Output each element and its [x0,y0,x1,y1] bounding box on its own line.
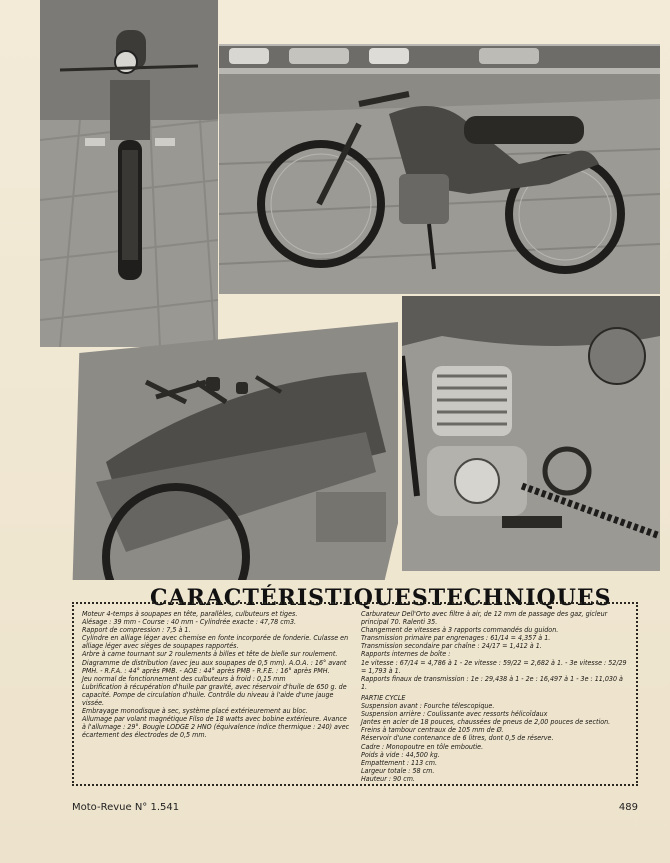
photo-moped-side [219,44,660,294]
spec-line: Freins à tambour centraux de 105 mm de Ø. [361,725,504,735]
cycle-heading: PARTIE CYCLE [361,692,406,702]
spec-line: Réservoir d'une contenance de 6 litres, dont 0,5 de réserve. [361,733,554,743]
specs-column-right [361,609,630,783]
photo-tool-kit [66,322,398,580]
spec-line: Suspension avant : Fourche télescopique. [361,701,495,711]
spec-line: Jeu normal de fonctionnement des culbuteurs à froid : 0,15 mm [82,673,286,683]
spec-line: Cylindre en alliage léger avec chemise en fonte incorporée de fonderie. Culasse en alliage léger avec sièges de soupapes rapportés. [82,633,349,651]
title-right: TECHNIQUES [428,585,612,611]
spec-line: Alésage : 39 mm - Course : 40 mm - Cylindrée exacte : 47,78 cm3. [82,617,297,627]
specs-column-left [82,610,351,780]
spec-line: Moteur 4-temps à soupapes en tête, parallèles, culbuteurs et tiges. [82,609,298,618]
spec-line: Jantes en acier de 18 pouces, chaussées de pneus de 2,00 pouces de section. [361,717,611,727]
spec-line: Changement de vitesses à 3 rapports commandés du guidon. [361,625,559,635]
spec-line: Embrayage monodisque à sec, système placé extérieurement au bloc. [82,706,308,716]
photo-moped-front [40,0,218,347]
spec-line: Rapport de compression : 7,5 à 1. [82,625,191,635]
spec-line: Empattement : 113 cm. [361,757,437,767]
spec-line: Lubrification à récupération d'huile par gravité, avec réservoir d'huile de 650 g. de capacité. Pompe de circulation d'huile. Contrôle du niveau à l'aide d'une jauge vissée. [82,681,347,708]
spec-line: Suspension arrière : Coulissante avec ressorts hélicoïdaux [361,709,548,719]
spec-line: Transmission primaire par engrenages : 61/14 = 4,357 à 1. [361,633,551,643]
spec-line: 1e vitesse : 67/14 = 4,786 à 1 - 2e vitesse : 59/22 = 2,682 à 1. - 3e vitesse : 52/29 = 1,793 à 1. [361,657,627,675]
photo-engine-closeup [402,296,660,571]
spec-line: Rapports finaux de transmission : 1e : 29,438 à 1 - 2e : 16,497 à 1 - 3e : 11,030 à 1. [361,673,623,691]
page-footer [72,802,638,813]
spec-line: Carburateur Dell'Orto avec filtre à air, de 12 mm de passage des gaz, gicleur principal 70. Ralenti 35. [361,609,608,627]
page-number: 489 [618,802,638,813]
spec-line: Allumage par volant magnétique Filso de 18 watts avec bobine extérieure. Avance à l'allumage : 29°. Bougie LODGE 2 HNO (équivalence indice thermique : 240) avec écartement des électrodes de 0,5 mm. [82,714,350,740]
spec-line: Arbre à came tournant sur 2 roulements à billes et tête de bielle sur roulement. [82,649,338,659]
spec-line: Poids à vide : 44,500 kg. [361,749,440,759]
spec-line: Transmission secondaire par chaîne : 24/17 = 1,412 à 1. [361,641,542,651]
spec-line: Hauteur : 90 cm. [361,773,415,783]
magazine-issue: Moto-Revue N° 1.541 [72,802,180,813]
spec-line: Diagramme de distribution (avec jeu aux soupapes de 0,5 mm). A.O.A. : 16° avant PMH. - R.F.A. : 44° après PMB. - AOE : 44° après PMB - R.F.E. : 16° après PMH. [82,657,347,675]
title-left: CARACTÉRISTIQUES [150,585,429,611]
spec-line: Rapports internes de boîte : [361,649,451,659]
specs-box [72,602,638,786]
spec-line: Largeur totale : 58 cm. [361,765,435,775]
spec-line: Cadre : Monopoutre en tôle emboutie. [361,741,484,751]
